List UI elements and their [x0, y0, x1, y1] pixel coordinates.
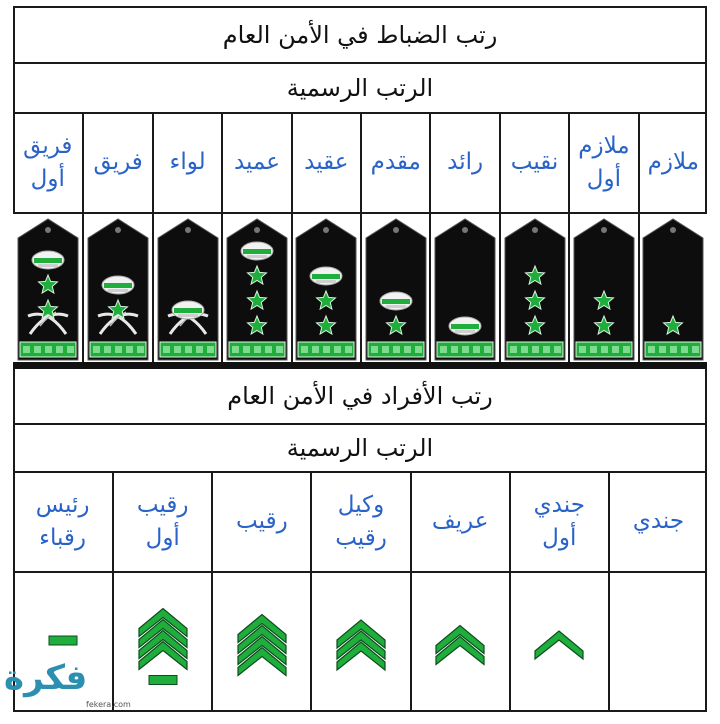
personnel-title-text: رتب الأفراد في الأمن العام	[227, 382, 493, 410]
shoulder-board	[225, 216, 289, 362]
personnel-rank-cell	[13, 473, 112, 571]
officers-title-text: رتب الضباط في الأمن العام	[222, 21, 498, 49]
chevron-badge	[519, 592, 599, 692]
chevron-badge	[618, 592, 698, 692]
officer-insignia-cell	[638, 214, 707, 364]
officer-rank-cell	[638, 114, 707, 212]
personnel-rank-name: رئيس رقباء	[35, 491, 90, 551]
personnel-rank-name: جندي أول	[533, 491, 585, 551]
crown-emblem-icon	[310, 267, 342, 285]
shoulder-board	[156, 216, 220, 362]
officer-rank-name: فريق أول	[23, 132, 73, 192]
officer-rank-name: ملازم	[647, 149, 699, 176]
officer-rank-cell	[360, 114, 429, 212]
officer-rank-cell	[221, 114, 290, 212]
officer-rank-name: ملازم أول	[578, 132, 630, 192]
chevron-stripe-icon	[535, 631, 583, 659]
personnel-insignia-cell	[310, 573, 409, 710]
personnel-insignia-cell	[112, 573, 211, 710]
officer-insignia-cell	[221, 214, 290, 364]
personnel-rank-cell	[509, 473, 608, 571]
officer-rank-cell	[82, 114, 151, 212]
personnel-title	[13, 369, 707, 425]
section-divider	[13, 362, 707, 369]
officer-rank-name: عقيد	[304, 149, 349, 176]
officer-insignia-cell	[291, 214, 360, 364]
personnel-insignia-cell	[608, 573, 707, 710]
chevron-badge	[420, 592, 500, 692]
personnel-rank-cell	[608, 473, 707, 571]
crown-emblem-icon	[102, 276, 134, 294]
personnel-insignia-cell	[410, 573, 509, 710]
shoulder-board	[433, 216, 497, 362]
officer-rank-name: لواء	[169, 149, 206, 176]
officers-subtitle-text: الرتب الرسمية	[286, 74, 434, 102]
personnel-rank-name: جندي	[632, 508, 685, 535]
personnel-rank-name: رقيب أول	[136, 491, 189, 551]
personnel-rank-names-row	[13, 473, 707, 573]
personnel-rank-cell	[410, 473, 509, 571]
shoulder-board	[364, 216, 428, 362]
shoulder-board	[503, 216, 567, 362]
officer-rank-name: فريق	[93, 149, 143, 176]
bar-stripe-icon	[149, 675, 177, 684]
shoulder-board	[86, 216, 150, 362]
personnel-rank-cell	[112, 473, 211, 571]
officer-rank-cell	[429, 114, 498, 212]
officer-insignia-cell	[568, 214, 637, 364]
officer-insignia-cell	[360, 214, 429, 364]
officers-title	[13, 8, 707, 64]
personnel-insignia-cell	[509, 573, 608, 710]
chevron-badge	[321, 592, 401, 692]
officer-rank-cell	[13, 114, 82, 212]
officer-insignia-cell	[499, 214, 568, 364]
officer-rank-names-row	[13, 114, 707, 214]
shoulder-board	[572, 216, 636, 362]
personnel-rank-cell	[310, 473, 409, 571]
shoulder-board	[16, 216, 80, 362]
officer-insignia-row	[13, 214, 707, 364]
personnel-rank-name: وكيل رقيب	[335, 491, 387, 551]
crown-emblem-icon	[241, 242, 273, 260]
chevron-badge	[123, 592, 203, 692]
watermark-site: fekera.com	[86, 700, 131, 709]
officer-insignia-cell	[13, 214, 82, 364]
personnel-rank-cell	[211, 473, 310, 571]
crown-emblem-icon	[32, 251, 64, 269]
officer-rank-cell	[152, 114, 221, 212]
officer-insignia-cell	[152, 214, 221, 364]
officer-rank-cell	[568, 114, 637, 212]
officers-subtitle	[13, 64, 707, 114]
personnel-insignia-cell	[211, 573, 310, 710]
crown-emblem-icon	[449, 317, 481, 335]
officer-insignia-cell	[82, 214, 151, 364]
personnel-insignia-row	[13, 573, 707, 710]
officer-insignia-cell	[429, 214, 498, 364]
chevron-badge	[222, 592, 302, 692]
personnel-subtitle-text: الرتب الرسمية	[286, 434, 434, 462]
personnel-subtitle	[13, 425, 707, 473]
shoulder-board	[294, 216, 358, 362]
crown-emblem-icon	[172, 301, 204, 319]
bar-stripe-icon	[49, 636, 77, 645]
officer-rank-cell	[499, 114, 568, 212]
officer-rank-name: مقدم	[370, 149, 421, 176]
watermark-logo: فكرة	[4, 658, 88, 698]
shoulder-board	[641, 216, 705, 362]
officer-rank-cell	[291, 114, 360, 212]
officer-rank-name: عميد	[233, 149, 280, 176]
personnel-rank-name: رقيب	[236, 508, 288, 535]
officer-rank-name: نقيب	[510, 149, 559, 176]
personnel-rank-name: عريف	[431, 508, 489, 535]
officer-rank-name: رائد	[447, 149, 484, 176]
crown-emblem-icon	[380, 292, 412, 310]
